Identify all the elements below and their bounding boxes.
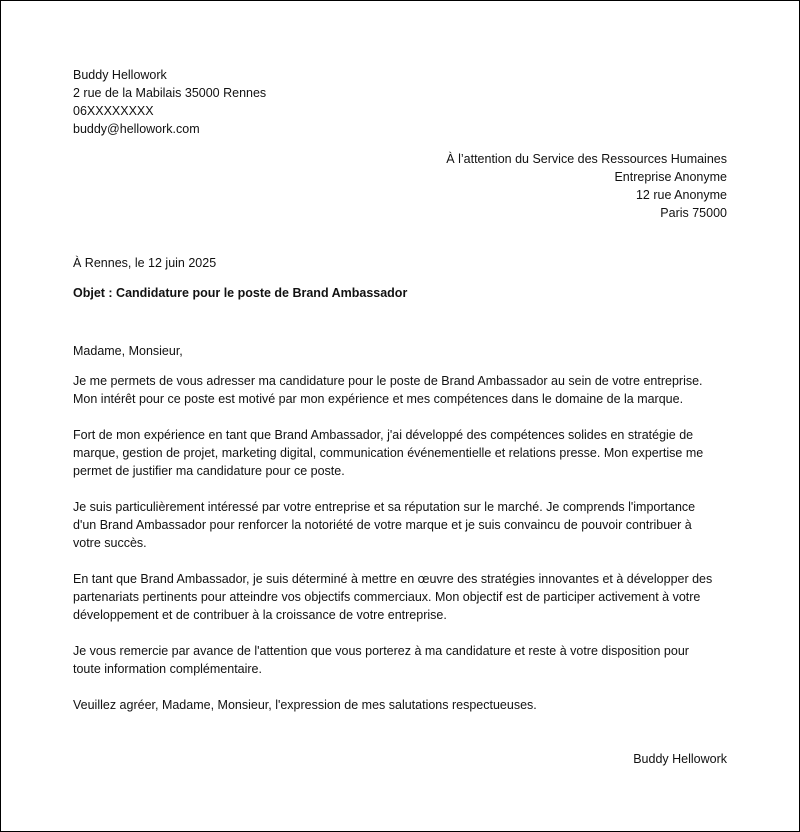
sender-name: Buddy Hellowork (73, 68, 167, 82)
paragraph-line: En tant que Brand Ambassador, je suis déterminé à mettre en œuvre des stratégies innovantes et à développer des (73, 572, 713, 586)
paragraph-line: Mon intérêt pour ce poste est motivé par mon expérience et mes compétences dans le domaine de la marque. (73, 392, 684, 406)
paragraph-line: développement et de contribuer à la croissance de votre entreprise. (73, 608, 447, 622)
paragraph-line: Je vous remercie par avance de l'attention que vous porterez à ma candidature et reste à votre disposition pour (73, 644, 689, 658)
sender-address: 2 rue de la Mabilais 35000 Rennes (73, 86, 267, 100)
letter-subject: Objet : Candidature pour le poste de Brand Ambassador (73, 286, 408, 300)
recipient-company: Entreprise Anonyme (614, 170, 727, 184)
letter-salutation: Madame, Monsieur, (73, 344, 183, 358)
recipient-block (73, 150, 727, 222)
paragraph-line: marque, gestion de projet, marketing digital, communication événementielle et relations presse. Mon expertise me (73, 446, 704, 460)
sender-email: buddy@hellowork.com (73, 122, 200, 136)
sender-block (73, 66, 727, 138)
paragraph-line: permet de justifier ma candidature pour ce poste. (73, 464, 345, 478)
paragraph-line: Fort de mon expérience en tant que Brand Ambassador, j'ai développé des compétences solides en stratégie de (73, 428, 694, 442)
sender-phone: 06XXXXXXXX (73, 104, 154, 118)
paragraph-line: Je me permets de vous adresser ma candidature pour le poste de Brand Ambassador au sein de votre entreprise. (73, 374, 703, 388)
recipient-attention: À l’attention du Service des Ressources Humaines (446, 152, 727, 166)
recipient-city: Paris 75000 (660, 206, 727, 220)
paragraph-line: partenariats pertinents pour atteindre vos objectifs commerciaux. Mon objectif est de participer activement à votre (73, 590, 701, 604)
paragraph-line: d'un Brand Ambassador pour renforcer la notoriété de votre marque et je suis convaincu de pouvoir contribuer à (73, 518, 692, 532)
letter-signature: Buddy Hellowork (633, 752, 727, 766)
body-paragraph-5 (73, 642, 727, 678)
recipient-street: 12 rue Anonyme (635, 188, 727, 202)
paragraph-line: toute information complémentaire. (73, 662, 262, 676)
paragraph-line: votre succès. (73, 536, 147, 550)
body-paragraph-1 (73, 372, 727, 408)
body-paragraph-3 (73, 498, 727, 552)
letter-date: À Rennes, le 12 juin 2025 (73, 256, 217, 270)
body-paragraph-4 (73, 570, 727, 624)
paragraph-line: Je suis particulièrement intéressé par votre entreprise et sa réputation sur le marché. Je comprends l'importance (73, 500, 696, 514)
body-paragraph-2 (73, 426, 727, 480)
letter-closing: Veuillez agréer, Madame, Monsieur, l'expression de mes salutations respectueuses. (73, 698, 537, 712)
